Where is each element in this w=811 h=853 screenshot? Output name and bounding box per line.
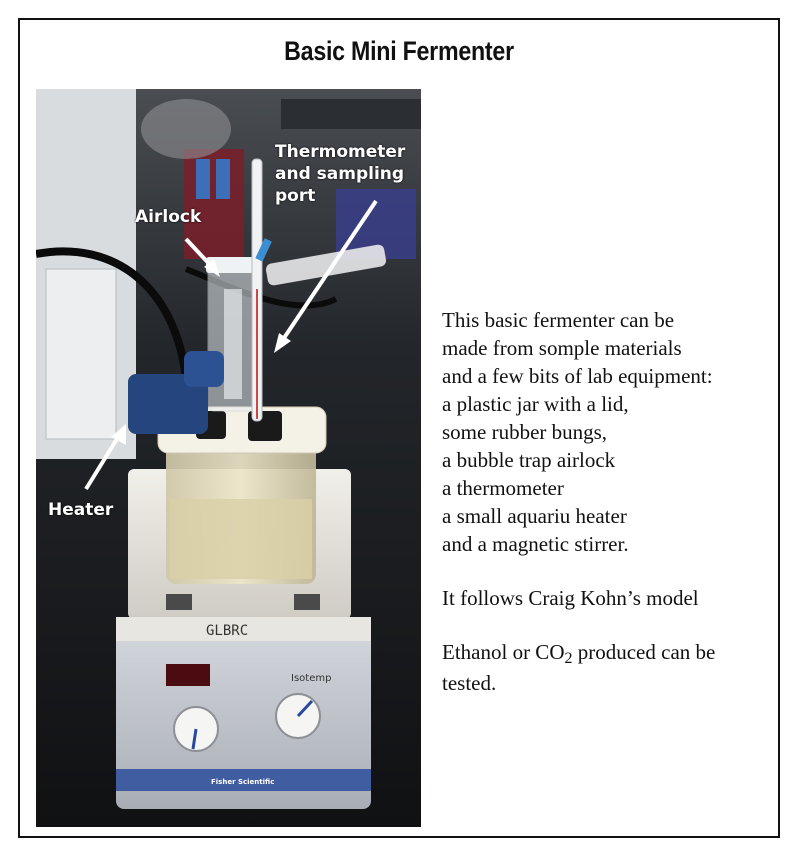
slide-title: Basic Mini Fermenter (284, 36, 514, 66)
stirrer-model-label: Isotemp (291, 673, 332, 684)
description-follows: It follows Craig Kohn’s model (442, 586, 699, 610)
ethanol-suffix: produced can be tested. (442, 640, 716, 695)
ethanol-prefix: Ethanol or CO (442, 640, 565, 664)
stirrer-clip (294, 594, 320, 610)
description-line: a bubble trap airlock (442, 448, 616, 472)
description-line: and a magnetic stirrer. (442, 532, 629, 556)
description-line: made from somple materials (442, 336, 682, 360)
description-line: and a few bits of lab equipment: (442, 364, 713, 388)
stirrer-display (166, 664, 210, 686)
description-line: a plastic jar with a lid, (442, 392, 629, 416)
description-line: a small aquariu heater (442, 504, 627, 528)
stirrer-tape-label: GLBRC (206, 623, 249, 639)
fermenter-photo (36, 89, 421, 827)
description-spacer (442, 612, 764, 638)
shelf-edge (281, 99, 421, 129)
stirrer-brand-label: Fisher Scientific (211, 778, 275, 786)
heater-label: Heater (48, 500, 114, 520)
bottle-blue (196, 159, 210, 199)
airlock-label: Airlock (135, 207, 202, 227)
stirrer-clip (166, 594, 192, 610)
power-socket (46, 269, 116, 439)
co2-subscript: 2 (564, 650, 573, 667)
description-line: a thermometer (442, 476, 564, 500)
airlock-inner-tube (224, 289, 242, 399)
jar-liquid (170, 499, 312, 579)
description-line: some rubber bungs, (442, 420, 608, 444)
description-spacer (442, 558, 764, 584)
foil-item (141, 99, 231, 159)
heater-top (184, 351, 224, 387)
slide (18, 18, 780, 838)
description (442, 306, 764, 698)
tube-rack (184, 149, 244, 259)
description-line: This basic fermenter can be (442, 308, 675, 332)
thermometer-label: Thermometer and sampling port (275, 142, 406, 206)
description-ethanol (442, 638, 764, 698)
bottle-blue (216, 159, 230, 199)
